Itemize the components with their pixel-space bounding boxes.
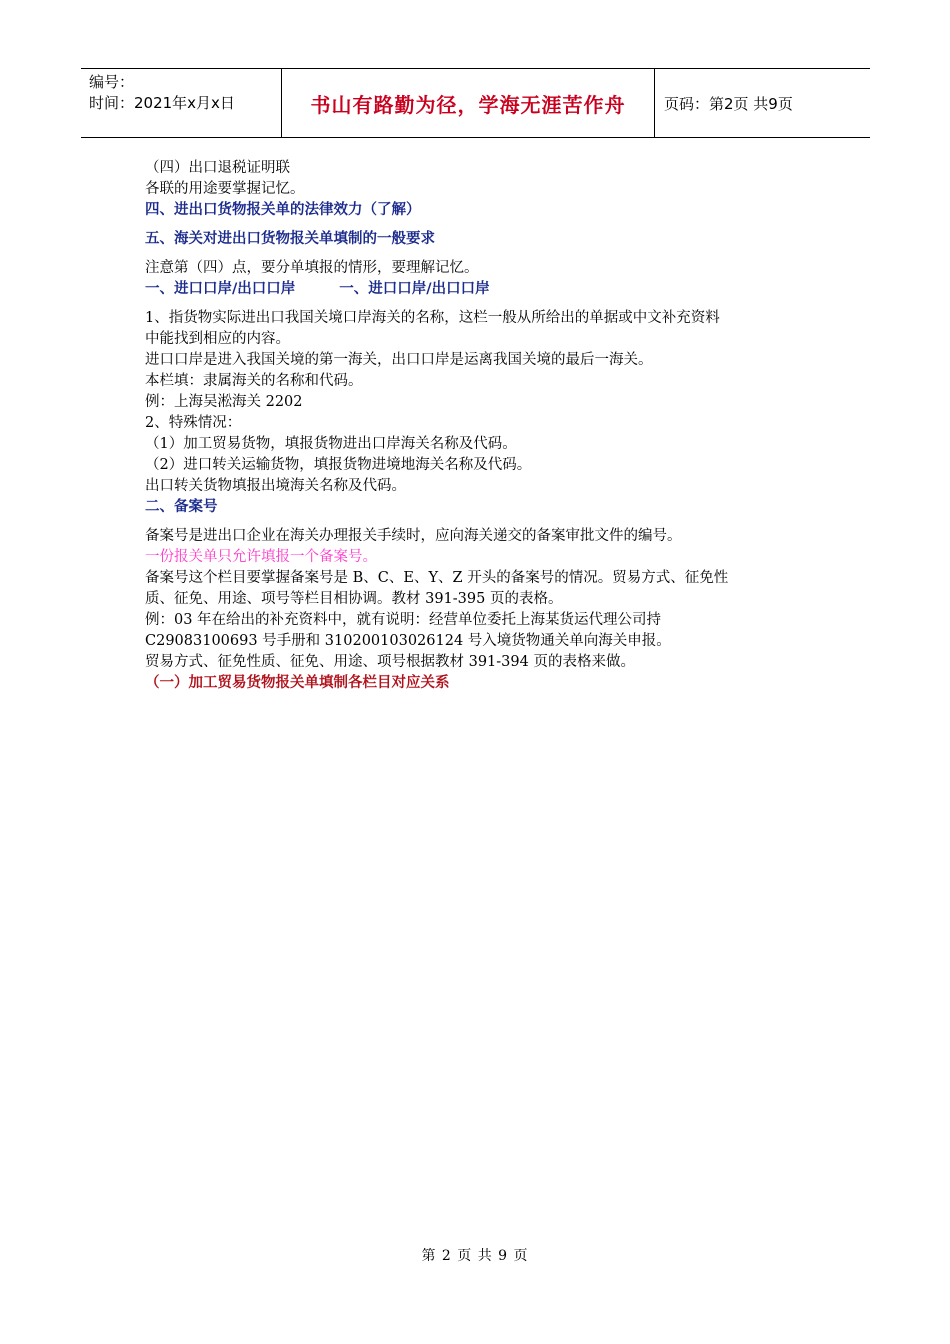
text-line: 本栏填：隶属海关的名称和代码。 [145, 373, 363, 389]
date-label: 时间：2021年x月x日 [89, 94, 235, 112]
page-header [81, 68, 870, 138]
text-line: C29083100693 号手册和 310200103026124 号入境货物通关单向海关申报。 [145, 633, 671, 649]
text-line: 备案号这个栏目要掌握备案号是 B、C、E、Y、Z 开头的备案号的情况。贸易方式、征免性 [145, 570, 729, 586]
section-heading: 一、进口口岸/出口口岸 [339, 281, 490, 297]
text-line: 注意第（四）点，要分单填报的情形，要理解记忆。 [145, 260, 479, 276]
text-line: 出口转关货物填报出境海关名称及代码。 [145, 478, 406, 494]
text-line: 进口口岸是进入我国关境的第一海关，出口口岸是运离我国关境的最后一海关。 [145, 352, 653, 368]
header-left-cell [81, 69, 282, 137]
text-line: 1、指货物实际进出口我国关境口岸海关的名称，这栏一般从所给出的单据或中文补充资料 [145, 310, 720, 326]
text-line: 备案号是进出口企业在海关办理报关手续时，应向海关递交的备案审批文件的编号。 [145, 528, 682, 544]
text-line: 质、征免、用途、项号等栏目相协调。教材 391-395 页的表格。 [145, 591, 563, 607]
subsection-heading: （一）加工贸易货物报关单填制各栏目对应关系 [145, 675, 450, 691]
section-heading-row [145, 279, 825, 300]
text-line: （1）加工贸易货物，填报货物进出口岸海关名称及代码。 [145, 436, 517, 452]
section-heading: 五、海关对进出口货物报关单填制的一般要求 [145, 231, 435, 247]
section-heading: 四、进出口货物报关单的法律效力（了解） [145, 202, 421, 218]
page-footer: 第 2 页 共 9 页 [421, 1248, 529, 1264]
section-heading: 一、进口口岸/出口口岸 [145, 281, 296, 297]
text-line: 例：上海吴淞海关 2202 [145, 394, 303, 410]
header-motto: 书山有路勤为径，学海无涯苦作舟 [282, 69, 655, 137]
highlight-line: 一份报关单只允许填报一个备案号。 [145, 549, 377, 565]
section-heading: 二、备案号 [145, 499, 218, 515]
text-line: （2）进口转关运输货物，填报货物进境地海关名称及代码。 [145, 457, 532, 473]
text-line: 中能找到相应的内容。 [145, 331, 290, 347]
document-body [145, 158, 825, 694]
text-line: 各联的用途要掌握记忆。 [145, 181, 305, 197]
header-page-info: 页码：第2页 共9页 [664, 94, 793, 113]
text-line: （四）出口退税证明联 [145, 160, 290, 176]
text-line: 例：03 年在给出的补充资料中，就有说明：经营单位委托上海某货运代理公司持 [145, 612, 662, 628]
text-line: 贸易方式、征免性质、征免、用途、项号根据教材 391-394 页的表格来做。 [145, 654, 635, 670]
number-label: 编号： [89, 73, 135, 91]
text-line: 2、特殊情况： [145, 415, 242, 431]
